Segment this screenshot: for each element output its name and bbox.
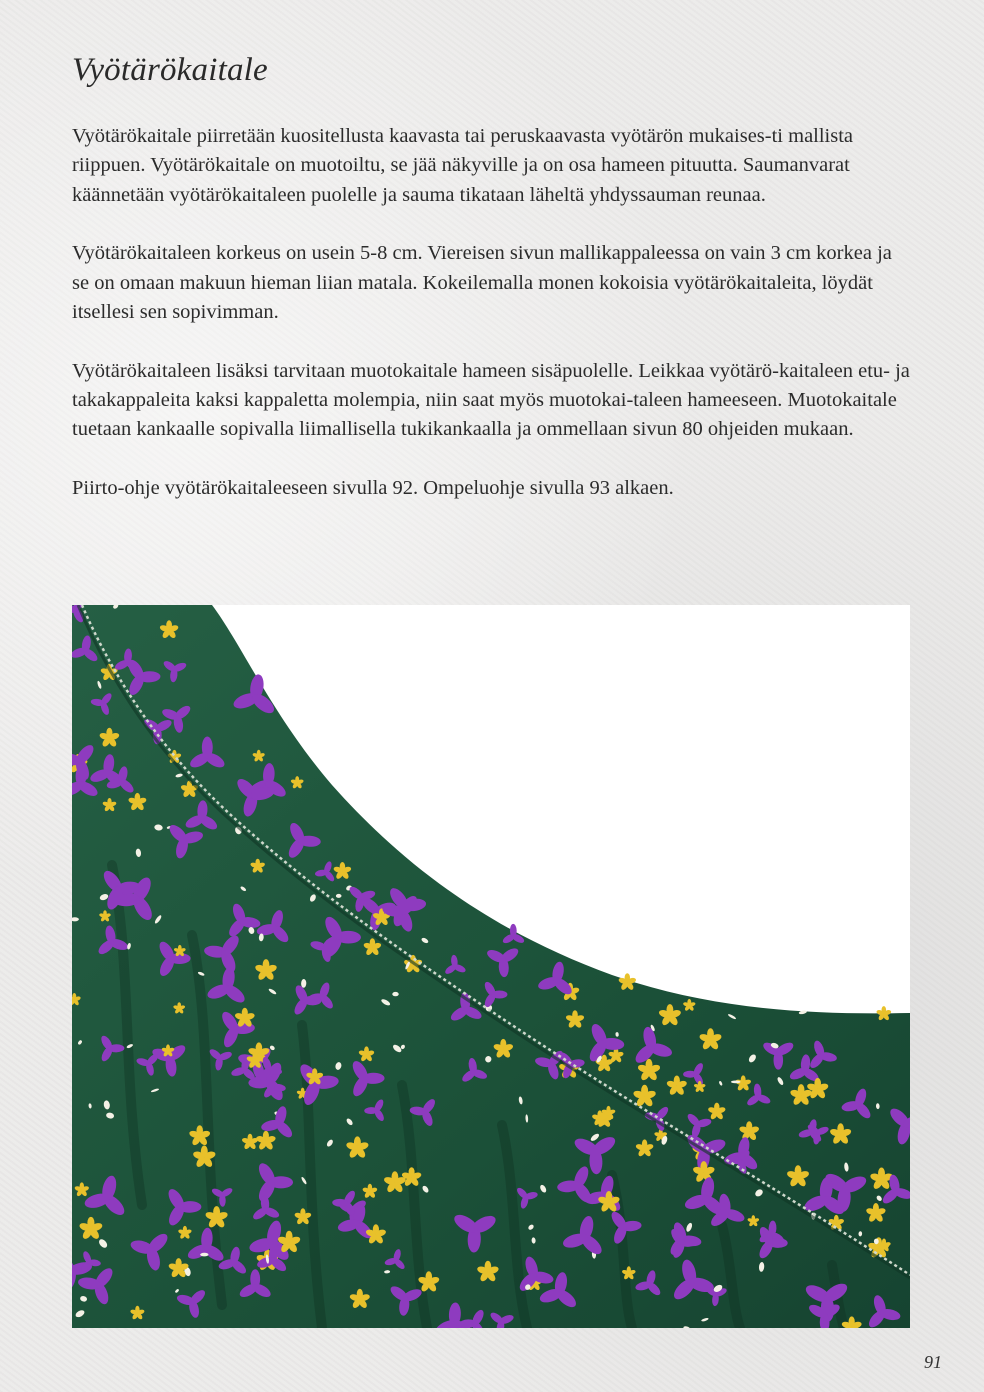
paragraph-height: Vyötärökaitaleen korkeus on usein 5-8 cm. Viereisen sivun mallikappaleessa on vain 3 cm korkea ja se on omaan makuun hieman liian matala. Kokeilemalla monen kokoisia vyötärökaitaleita, löydät itsellesi sen sopivimman. [72,242,892,323]
white-speck [731,1081,741,1084]
page-number: 91 [924,1352,942,1372]
page-title: Vyötärökaitale [72,52,268,88]
white-speck [392,992,398,996]
body-text [72,122,912,533]
paragraph-references: Piirto-ohje vyötärökaitaleeseen sivulla 92. Ompeluohje sivulla 93 alkaen. [72,477,674,500]
fabric-illustration [72,605,910,1328]
paragraph-facing: Vyötärökaitaleen lisäksi tarvitaan muotokaitale hameen sisäpuolelle. Leikkaa vyötärö-kaitaleen etu- ja takakappaleita kaksi kappaletta molempia, niin saat myös muotokai-taleen hameeseen. Muotokaitale tuetaan kankaalle sopivalla liimallisella tukikankaalla ja ommellaan sivun 80 ohjeiden mukaan. [72,359,910,441]
fabric-photo [72,605,910,1328]
paragraph-intro: Vyötärökaitale piirretään kuositellusta kaavasta tai peruskaavasta vyötärön mukaises-ti mallista riippuen. Vyötärökaitale on muotoiltu, se jää näkyville ja on osa hameen pituutta. Saumanvarat käännetään vyötärökaitaleen puolelle ja sauma tikataan läheltä yhdyssauman reunaa. [72,125,854,206]
